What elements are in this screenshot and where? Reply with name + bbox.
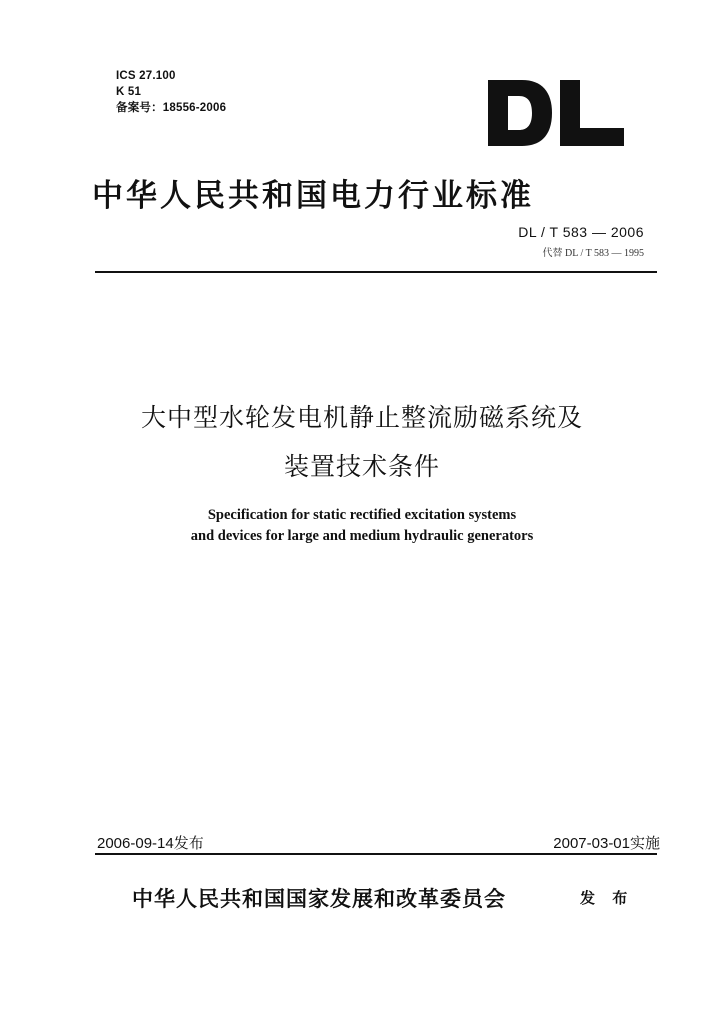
effective-date: 2007-03-01实施 bbox=[553, 835, 660, 852]
header-divider bbox=[95, 271, 657, 273]
document-metadata bbox=[116, 68, 226, 116]
issuing-authority: 中华人民共和国国家发展和改革委员会 bbox=[132, 886, 506, 911]
title-en-line1: Specification for static rectified excitation systems bbox=[207, 507, 517, 523]
standard-code: DL / T 583 — 2006 bbox=[518, 224, 644, 240]
dl-logo bbox=[486, 78, 626, 148]
dl-logo-graphic bbox=[486, 78, 626, 148]
classification-code: K 51 bbox=[116, 86, 142, 98]
replaces-code: 代替 DL / T 583 — 1995 bbox=[542, 248, 644, 259]
record-number: 备案号：18556-2006 bbox=[116, 102, 227, 114]
ics-code: ICS 27.100 bbox=[116, 70, 176, 82]
title-en-line2: and devices for large and medium hydraulic generators bbox=[190, 528, 534, 544]
issue-date: 2006-09-14发布 bbox=[97, 835, 204, 852]
standard-type-heading: 中华人民共和国电力行业标准 bbox=[92, 178, 534, 214]
title-zh-line1: 大中型水轮发电机静止整流励磁系统及 bbox=[140, 403, 583, 432]
footer-divider bbox=[95, 853, 657, 855]
publish-label: 发 布 bbox=[580, 889, 634, 907]
title-zh-line2: 装置技术条件 bbox=[283, 452, 440, 481]
